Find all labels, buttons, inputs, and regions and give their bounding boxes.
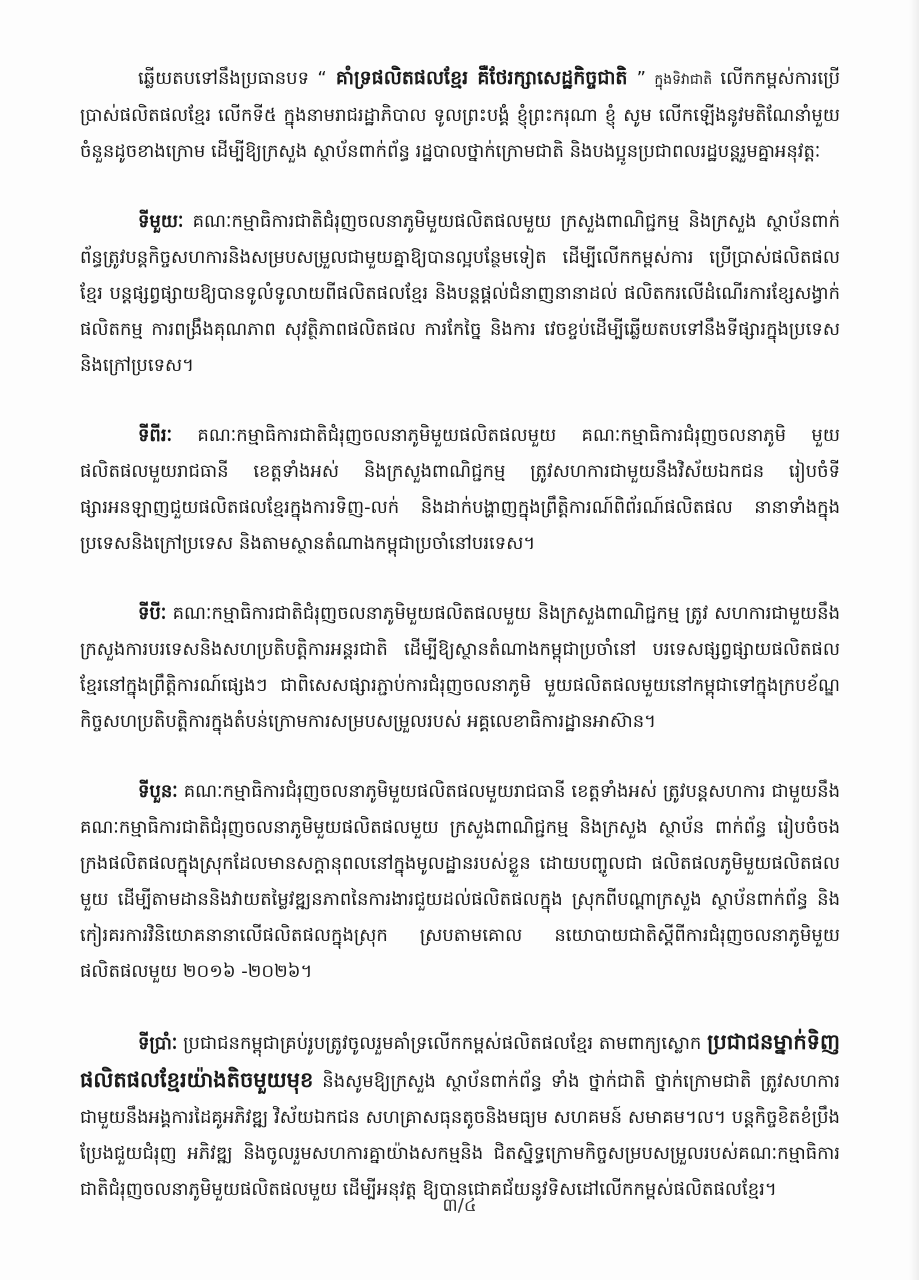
point-five-paragraph xyxy=(80,1024,840,1208)
point-five-text-before: ប្រជាជនកម្ពុជាគ្រប់រូបត្រូវចូលរួមគាំទ្រលើកកម្ពស់ផលិតផលខ្មែរ តាមពាក្យស្លោក xyxy=(177,1033,708,1054)
intro-slogan: គាំទ្រផលិតផលខ្មែរ គឺថែរក្សាសេដ្ឋកិច្ចជាតិ xyxy=(326,67,637,89)
point-one-paragraph xyxy=(80,204,840,384)
point-three-paragraph xyxy=(80,596,840,740)
intro-text-start: ឆ្លើយតបទៅនឹងប្រធានបទ “ xyxy=(138,68,327,89)
point-five-label: ទីប្រាំៈ xyxy=(138,1033,178,1054)
point-two-paragraph xyxy=(80,418,840,562)
intro-text-rest: លើកកម្ពស់ការប្រើប្រាស់ផលិតផលខ្មែរ លើកទី៥ ក្នុងនាមរាជរដ្ឋាភិបាល ទូលព្រះបង្គំ ខ្ញុំព្រះករុណា ខ្ញុំ សូម លើកឡើងនូវមតិណែនាំមួយចំនួនដូចខាងក្រោម ដើម្បីឱ្យក្រសួង ស្ថាប័នពាក់ព័ន្ធ រដ្ឋបាលថ្នាក់ក្រោមជាតិ និងបងប្អូនប្រជាពលរដ្ឋបន្តរួមគ្នាអនុវត្តៈ xyxy=(80,68,841,162)
point-three-text: គណៈកម្មាធិការជាតិជំរុញចលនាភូមិមួយផលិតផលមួយ និងក្រសួងពាណិជ្ជកម្ម ត្រូវ សហការជាមួយនឹងក្រសួងការបរទេសនិងសហប្រតិបត្តិការអន្តរជាតិ ដើម្បីឱ្យស្ថានតំណាងកម្ពុជាប្រចាំនៅ បរទេសផ្សព្វផ្សាយផលិតផលខ្មែរនៅក្នុងព្រឹត្តិការណ៍ផ្សេងៗ ជាពិសេសផ្សារភ្ជាប់ការជំរុញចលនាភូមិ មួយផលិតផលមួយនៅកម្ពុជាទៅក្នុងក្របខ័ណ្ឌកិច្ចសហប្រតិបត្តិការក្នុងតំបន់ក្រោមការសម្របសម្រួលរបស់ អគ្គលេខាធិការដ្ឋានអាស៊ាន។ xyxy=(80,603,840,732)
intro-quote-close: ” xyxy=(636,68,655,89)
point-four-label: ទីបួនៈ xyxy=(138,781,178,802)
point-three-label: ទីបីៈ xyxy=(138,603,167,624)
page-number: ៣/៤ xyxy=(442,1195,477,1216)
intro-small-text: ក្នុងទិវាជាតិ xyxy=(654,72,713,88)
point-five-slogan: ប្រជាជនម្នាក់ទិញផលិតផលខ្មែរយ៉ាងតិចមួយមុខ xyxy=(80,1030,840,1092)
point-four-paragraph xyxy=(80,774,840,990)
intro-paragraph xyxy=(80,60,840,170)
document-body xyxy=(80,60,840,1242)
page-edge-shadow xyxy=(909,0,919,1280)
point-one-label: ទីមួយៈ xyxy=(138,211,184,232)
point-four-text: គណៈកម្មាធិការជំរុញចលនាភូមិមួយផលិតផលមួយរាជធានី ខេត្តទាំងអស់ ត្រូវបន្តសហការ ជាមួយនឹងគណៈកម្មាធិការជាតិជំរុញចលនាភូមិមួយផលិតផលមួយ ក្រសួងពាណិជ្ជកម្ម និងក្រសួង ស្ថាប័ន ពាក់ព័ន្ធ រៀបចំចងក្រងផលិតផលក្នុងស្រុកដែលមានសក្ដានុពលនៅក្នុងមូលដ្ឋានរបស់ខ្លួន ដោយបញ្ចូលជា ផលិតផលភូមិមួយផលិតផលមួយ ដើម្បីតាមដាននិងវាយតម្លៃវឌ្ឍនភាពនៃការងារជួយដល់ផលិតផលក្នុង ស្រុកពីបណ្ដាក្រសួង ស្ថាប័នពាក់ព័ន្ធ និងកៀរគរការវិនិយោគនានាលើផលិតផលក្នុងស្រុក ស្របតាមគោល នយោបាយជាតិស្ដីពីការជំរុញចលនាភូមិមួយផលិតផលមួយ ២០១៦ -២០២៦។ xyxy=(80,781,840,982)
point-five-text-after: និងសូមឱ្យក្រសួង ស្ថាប័នពាក់ព័ន្ធ ទាំង ថ្នាក់ជាតិ ថ្នាក់ក្រោមជាតិ ត្រូវសហការជាមួយនឹងអង្គការដៃគូអភិវឌ្ឍ វិស័យឯកជន សហគ្រាសធុនតូចនិងមធ្យម សហគមន៍ សមាគម។ល។ បន្តកិច្ចខិតខំប្រឹងប្រែងជួយជំរុញ អភិវឌ្ឍ និងចូលរួមសហការគ្នាយ៉ាងសកម្មនិង ជិតស្និទ្ធក្រោមកិច្ចសម្របសម្រួលរបស់គណៈកម្មាធិការជាតិជំរុញចលនាភូមិមួយផលិតផលមួយ ដើម្បីអនុវត្ត ឱ្យបានជោគជ័យនូវទិសដៅលើកកម្ពស់ផលិតផលខ្មែរ។ xyxy=(80,1071,840,1200)
point-two-label: ទីពីរៈ xyxy=(138,425,173,446)
point-two-text: គណៈកម្មាធិការជាតិជំរុញចលនាភូមិមួយផលិតផលមួយ គណៈកម្មាធិការជំរុញចលនាភូមិ មួយផលិតផលមួយរាជធានី ខេត្តទាំងអស់ និងក្រសួងពាណិជ្ជកម្ម ត្រូវសហការជាមួយនឹងវិស័យឯកជន រៀបចំទីផ្សារអនឡាញជួយផលិតផលខ្មែរក្នុងការទិញ-លក់ និងដាក់បង្ហាញក្នុងព្រឹត្តិការណ៍ពិព័រណ៍ផលិតផល នានាទាំងក្នុងប្រទេសនិងក្រៅប្រទេស និងតាមស្ថានតំណាងកម្ពុជាប្រចាំនៅបរទេស។ xyxy=(80,425,840,554)
point-one-text: គណៈកម្មាធិការជាតិជំរុញចលនាភូមិមួយផលិតផលមួយ ក្រសួងពាណិជ្ជកម្ម និងក្រសួង ស្ថាប័នពាក់ព័ន្ធត្រូវបន្តកិច្ចសហការនិងសម្របសម្រួលជាមួយគ្នាឱ្យបានល្អបន្ថែមទៀត ដើម្បីលើកកម្ពស់ការ ប្រើប្រាស់ផលិតផលខ្មែរ បន្តផ្សព្វផ្សាយឱ្យបានទូលំទូលាយពីផលិតផលខ្មែរ និងបន្តផ្ដល់ជំនាញនានាដល់ ផលិតករលើដំណើរការខ្សែសង្វាក់ផលិតកម្ម ការពង្រឹងគុណភាព សុវត្ថិភាពផលិតផល ការកែច្នៃ និងការ វេចខ្ចប់ដើម្បីឆ្លើយតបទៅនឹងទីផ្សារក្នុងប្រទេសនិងក្រៅប្រទេស។ xyxy=(80,211,840,376)
